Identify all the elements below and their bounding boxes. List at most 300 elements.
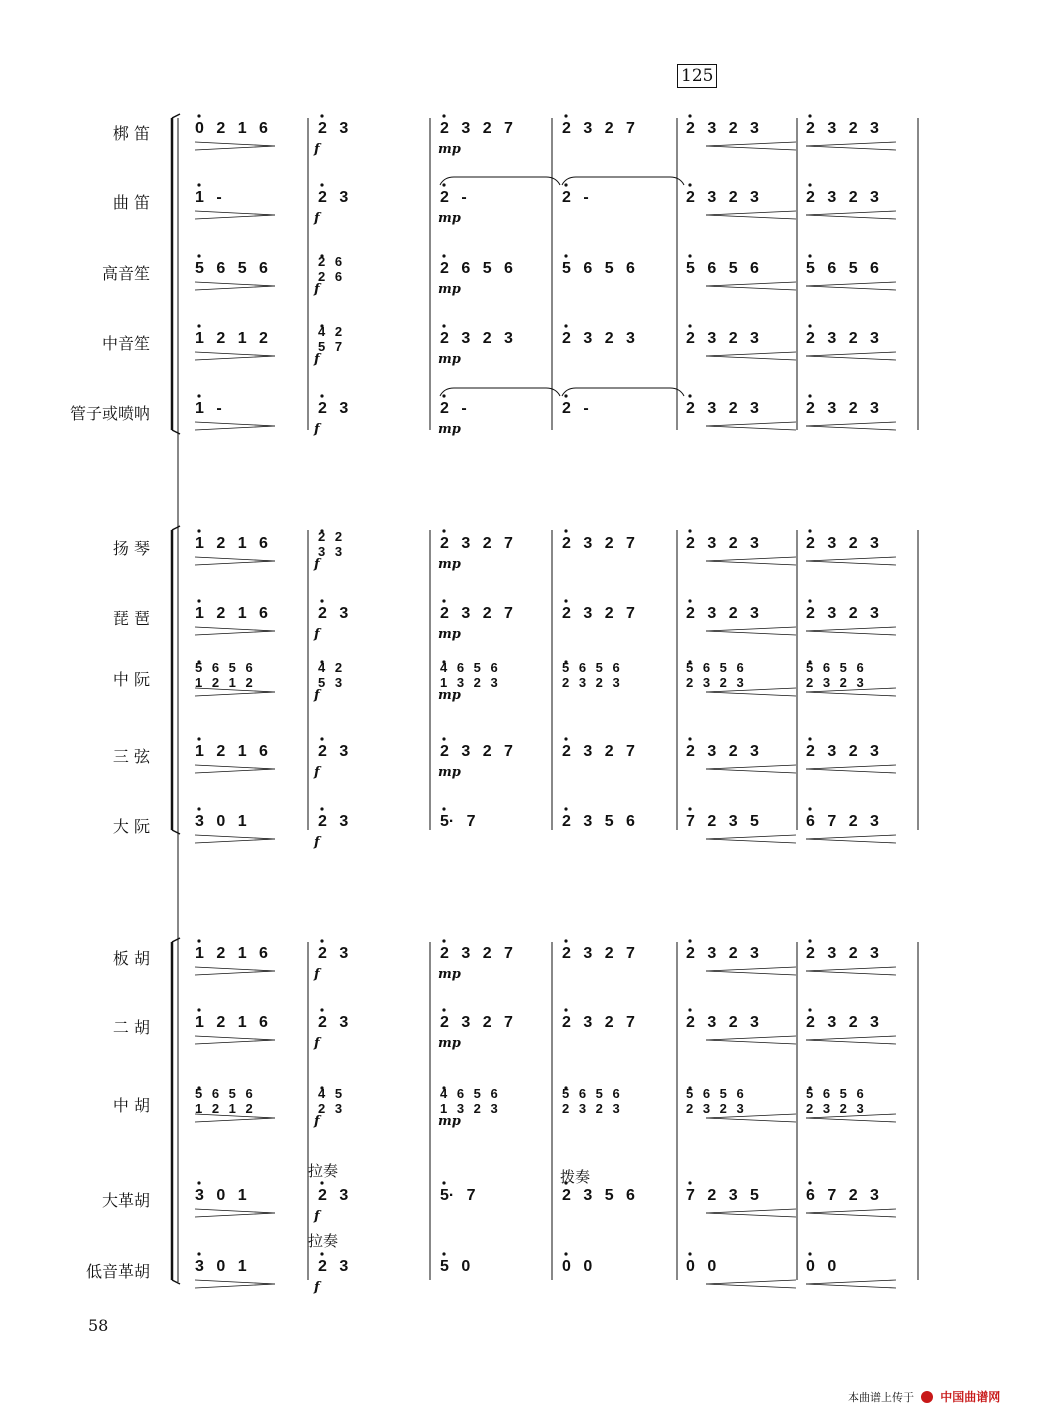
- measure-notes: 1 2 1 6: [195, 605, 268, 622]
- dim-hairpin: [195, 692, 275, 696]
- measure-notes-stacked: 4 6 5 6 1 3 2 3: [440, 660, 498, 690]
- measure-notes-stacked: 2 6 2 6: [318, 254, 343, 284]
- octave-dot: [688, 183, 691, 186]
- octave-dot: [320, 1252, 323, 1255]
- dim-hairpin: [195, 286, 275, 290]
- octave-dot: [688, 324, 691, 327]
- octave-dot: [564, 324, 567, 327]
- octave-dot: [320, 807, 323, 810]
- dim-hairpin: [195, 1213, 275, 1217]
- dynamic-f: f: [314, 557, 320, 572]
- octave-dot: [564, 939, 567, 942]
- dim-hairpin: [195, 356, 275, 360]
- measure-notes: 2 3 2 7: [562, 743, 635, 760]
- tie: [440, 177, 560, 185]
- measure-notes-stacked: 5 6 5 6 2 3 2 3: [806, 660, 864, 690]
- measure-notes-stacked: 5 6 5 6 2 3 2 3: [562, 1086, 620, 1116]
- octave-dot: [688, 1252, 691, 1255]
- octave-dot: [688, 394, 691, 397]
- dim-hairpin: [195, 426, 275, 430]
- octave-dot: [197, 807, 200, 810]
- octave-dot: [808, 737, 811, 740]
- measure-notes: 2 3 2 3: [686, 330, 759, 347]
- octave-dot: [564, 183, 567, 186]
- instrument-label: 中音笙: [101, 334, 150, 353]
- octave-dot: [808, 254, 811, 257]
- cresc-hairpin: [806, 142, 896, 146]
- cresc-hairpin: [706, 286, 796, 290]
- dynamic-f: f: [314, 422, 320, 437]
- octave-dot: [564, 1008, 567, 1011]
- cresc-hairpin: [806, 692, 896, 696]
- cresc-hairpin: [706, 561, 796, 565]
- measure-notes: 1 2 1 6: [195, 1014, 268, 1031]
- octave-dot: [442, 324, 445, 327]
- measure-notes: 0 0: [806, 1258, 837, 1275]
- dim-hairpin: [195, 627, 275, 631]
- octave-dot: [688, 1008, 691, 1011]
- dynamic-mp: mp: [438, 282, 461, 297]
- measure-notes: 2 3 2 3: [806, 1014, 879, 1031]
- octave-dot: [320, 939, 323, 942]
- tie: [440, 388, 560, 396]
- octave-dot: [320, 1181, 323, 1184]
- measure-notes: 2 3 2 3: [806, 400, 879, 417]
- dynamic-f: f: [314, 1280, 320, 1295]
- instrument-label: 管子或喷呐: [69, 404, 150, 423]
- octave-dot: [320, 737, 323, 740]
- measure-notes: 2 3 2 3: [562, 330, 635, 347]
- octave-dot: [197, 1252, 200, 1255]
- cresc-hairpin: [806, 971, 896, 975]
- measure-notes-stacked: 4 2 5 7: [318, 324, 343, 354]
- measure-notes: 1 2 1 6: [195, 535, 268, 552]
- dynamic-f: f: [314, 1209, 320, 1224]
- octave-dot: [197, 939, 200, 942]
- octave-dot: [688, 529, 691, 532]
- measure-notes: 2 3 2 7: [562, 535, 635, 552]
- measure-notes-stacked: 4 6 5 6 1 3 2 3: [440, 1086, 498, 1116]
- measure-notes: 2 3: [318, 945, 349, 962]
- measure-notes: 2 6 5 6: [440, 260, 513, 277]
- instrument-label: 扬 琴: [112, 539, 150, 558]
- measure-notes: 6 7 2 3: [806, 813, 879, 830]
- dim-hairpin: [195, 352, 275, 356]
- measure-notes: 2 3: [318, 189, 349, 206]
- dim-hairpin: [195, 1040, 275, 1044]
- cresc-hairpin: [706, 422, 796, 426]
- dim-hairpin: [195, 215, 275, 219]
- instrument-label: 曲 笛: [112, 193, 150, 212]
- octave-dot: [197, 114, 200, 117]
- measure-notes-stacked: 5 6 5 6 2 3 2 3: [806, 1086, 864, 1116]
- octave-dot: [442, 1252, 445, 1255]
- measure-notes: 2 3 5 6: [562, 813, 635, 830]
- cresc-hairpin: [806, 631, 896, 635]
- octave-dot: [442, 599, 445, 602]
- dim-hairpin: [195, 835, 275, 839]
- measure-notes: 0 0: [686, 1258, 717, 1275]
- octave-dot: [688, 1181, 691, 1184]
- dim-hairpin: [195, 557, 275, 561]
- measure-notes-stacked: 5 6 5 6 2 3 2 3: [686, 1086, 744, 1116]
- technique-arco: 拉奏: [308, 1162, 339, 1180]
- instrument-label: 梆 笛: [112, 124, 150, 143]
- octave-dot: [197, 529, 200, 532]
- octave-dot: [688, 254, 691, 257]
- cresc-hairpin: [706, 627, 796, 631]
- measure-notes: 2 3 2 3: [686, 120, 759, 137]
- octave-dot: [320, 1008, 323, 1011]
- octave-dot: [442, 183, 445, 186]
- measure-notes: 2 3 2 3: [686, 605, 759, 622]
- dynamic-mp: mp: [438, 557, 461, 572]
- instrument-label: 琵 琶: [112, 609, 150, 628]
- measure-notes: 2 3 2 7: [440, 605, 513, 622]
- section-bracket-cap: [172, 1280, 180, 1284]
- section-bracket-cap: [172, 114, 180, 118]
- cresc-hairpin: [706, 1209, 796, 1213]
- instrument-label: 三 弦: [112, 747, 150, 766]
- measure-notes: 1 2 1 2: [195, 330, 268, 347]
- cresc-hairpin: [706, 146, 796, 150]
- measure-notes: 2 -: [562, 400, 589, 417]
- measure-notes: 2 3 2 7: [562, 605, 635, 622]
- octave-dot: [808, 114, 811, 117]
- octave-dot: [564, 254, 567, 257]
- octave-dot: [808, 324, 811, 327]
- measure-notes: 5 0: [440, 1258, 471, 1275]
- measure-notes: 2 3 2 7: [440, 945, 513, 962]
- octave-dot: [564, 114, 567, 117]
- cresc-hairpin: [706, 211, 796, 215]
- octave-dot: [808, 394, 811, 397]
- cresc-hairpin: [806, 422, 896, 426]
- octave-dot: [320, 183, 323, 186]
- instrument-label: 中 胡: [112, 1096, 150, 1115]
- dynamic-mp: mp: [438, 688, 461, 703]
- cresc-hairpin: [806, 967, 896, 971]
- octave-dot: [808, 807, 811, 810]
- instrument-label: 二 胡: [112, 1018, 150, 1037]
- cresc-hairpin: [706, 839, 796, 843]
- tie: [562, 388, 684, 396]
- cresc-hairpin: [806, 146, 896, 150]
- cresc-hairpin: [806, 215, 896, 219]
- octave-dot: [320, 599, 323, 602]
- octave-dot: [564, 1252, 567, 1255]
- cresc-hairpin: [706, 835, 796, 839]
- measure-notes: 5 6 5 6: [195, 260, 268, 277]
- dim-hairpin: [195, 1284, 275, 1288]
- cresc-hairpin: [706, 1280, 796, 1284]
- cresc-hairpin: [806, 1209, 896, 1213]
- cresc-hairpin: [806, 1118, 896, 1122]
- measure-notes: 2 3 2 7: [440, 120, 513, 137]
- instrument-label: 大 阮: [112, 817, 150, 836]
- dynamic-f: f: [314, 627, 320, 642]
- dim-hairpin: [195, 631, 275, 635]
- octave-dot: [564, 599, 567, 602]
- measure-notes: 3 0 1: [195, 1258, 247, 1275]
- measure-notes: 2 3 2 7: [562, 945, 635, 962]
- measure-notes-stacked: 4 2 5 3: [318, 660, 343, 690]
- cresc-hairpin: [806, 1213, 896, 1217]
- measure-notes: 2 3 2 7: [440, 1014, 513, 1031]
- measure-notes: 2 3 2 7: [562, 1014, 635, 1031]
- octave-dot: [197, 599, 200, 602]
- octave-dot: [442, 1008, 445, 1011]
- measure-notes: 2 3 2 3: [806, 605, 879, 622]
- technique-arco: 拉奏: [308, 1232, 339, 1250]
- dynamic-f: f: [314, 765, 320, 780]
- instrument-label: 高音笙: [101, 264, 150, 283]
- cresc-hairpin: [706, 142, 796, 146]
- octave-dot: [808, 599, 811, 602]
- octave-dot: [197, 1008, 200, 1011]
- dynamic-mp: mp: [438, 422, 461, 437]
- section-bracket-cap: [172, 938, 180, 942]
- octave-dot: [808, 529, 811, 532]
- cresc-hairpin: [706, 971, 796, 975]
- dynamic-mp: mp: [438, 967, 461, 982]
- dynamic-mp: mp: [438, 142, 461, 157]
- dynamic-mp: mp: [438, 1036, 461, 1051]
- octave-dot: [688, 807, 691, 810]
- octave-dot: [197, 254, 200, 257]
- dim-hairpin: [195, 146, 275, 150]
- section-bracket-cap: [172, 430, 180, 434]
- dim-hairpin: [195, 839, 275, 843]
- measure-notes: 2 3 2 3: [806, 743, 879, 760]
- measure-notes: 1 2 1 6: [195, 743, 268, 760]
- octave-dot: [442, 1181, 445, 1184]
- measure-notes: 7 2 3 5: [686, 813, 759, 830]
- octave-dot: [808, 1181, 811, 1184]
- cresc-hairpin: [806, 286, 896, 290]
- dim-hairpin: [195, 561, 275, 565]
- cresc-hairpin: [806, 1040, 896, 1044]
- cresc-hairpin: [706, 692, 796, 696]
- dynamic-f: f: [314, 142, 320, 157]
- measure-notes: 1 -: [195, 400, 222, 417]
- measure-notes-stacked: 5 6 5 6 1 2 1 2: [195, 1086, 253, 1116]
- cresc-hairpin: [806, 1036, 896, 1040]
- octave-dot: [564, 529, 567, 532]
- dim-hairpin: [195, 971, 275, 975]
- dynamic-mp: mp: [438, 765, 461, 780]
- measure-notes: 2 3 2 7: [440, 743, 513, 760]
- dynamic-f: f: [314, 282, 320, 297]
- dynamic-f: f: [314, 1114, 320, 1129]
- site-logo-icon: [921, 1391, 933, 1403]
- cresc-hairpin: [706, 1040, 796, 1044]
- octave-dot: [688, 939, 691, 942]
- cresc-hairpin: [706, 765, 796, 769]
- cresc-hairpin: [806, 426, 896, 430]
- cresc-hairpin: [706, 282, 796, 286]
- cresc-hairpin: [706, 769, 796, 773]
- cresc-hairpin: [806, 835, 896, 839]
- measure-notes: 2 3 2 3: [686, 945, 759, 962]
- octave-dot: [320, 114, 323, 117]
- cresc-hairpin: [806, 769, 896, 773]
- cresc-hairpin: [806, 211, 896, 215]
- measure-notes-stacked: 4 5 2 3: [318, 1086, 343, 1116]
- measure-notes: 2 3 2 3: [806, 945, 879, 962]
- cresc-hairpin: [706, 1213, 796, 1217]
- measure-notes: 2 3 2 3: [806, 189, 879, 206]
- measure-notes: 2 3: [318, 120, 349, 137]
- octave-dot: [197, 324, 200, 327]
- instrument-label: 中 阮: [112, 670, 150, 689]
- footer-text: 本曲谱上传于: [848, 1391, 914, 1404]
- octave-dot: [442, 114, 445, 117]
- measure-notes: 3 0 1: [195, 1187, 247, 1204]
- dynamic-f: f: [314, 835, 320, 850]
- tie: [562, 177, 684, 185]
- octave-dot: [442, 394, 445, 397]
- measure-notes: 2 3: [318, 813, 349, 830]
- octave-dot: [197, 737, 200, 740]
- octave-dot: [808, 1252, 811, 1255]
- measure-notes: 2 3: [318, 605, 349, 622]
- dynamic-mp: mp: [438, 1114, 461, 1129]
- octave-dot: [442, 939, 445, 942]
- measure-notes: 1 2 1 6: [195, 945, 268, 962]
- cresc-hairpin: [806, 282, 896, 286]
- measure-notes: 5· 7: [440, 1187, 476, 1204]
- cresc-hairpin: [706, 426, 796, 430]
- cresc-hairpin: [806, 839, 896, 843]
- cresc-hairpin: [706, 352, 796, 356]
- dynamic-f: f: [314, 1036, 320, 1051]
- cresc-hairpin: [806, 1280, 896, 1284]
- technique-pizz: 拨奏: [560, 1168, 591, 1186]
- measure-notes: 3 0 1: [195, 813, 247, 830]
- cresc-hairpin: [806, 557, 896, 561]
- measure-notes: 2 3: [318, 1258, 349, 1275]
- cresc-hairpin: [806, 352, 896, 356]
- octave-dot: [688, 737, 691, 740]
- rehearsal-mark: 125: [677, 64, 717, 88]
- measure-notes: 2 3 2 7: [562, 120, 635, 137]
- dynamic-f: f: [314, 967, 320, 982]
- dim-hairpin: [195, 769, 275, 773]
- dynamic-f: f: [314, 688, 320, 703]
- cresc-hairpin: [806, 356, 896, 360]
- octave-dot: [320, 394, 323, 397]
- footer-brand: 中国曲谱网: [940, 1390, 1001, 1404]
- cresc-hairpin: [706, 631, 796, 635]
- page-number: 58: [88, 1316, 109, 1335]
- dim-hairpin: [195, 765, 275, 769]
- dim-hairpin: [195, 967, 275, 971]
- measure-notes: 2 -: [562, 189, 589, 206]
- octave-dot: [442, 807, 445, 810]
- measure-notes: 2 3 2 3: [686, 743, 759, 760]
- instrument-label: 大革胡: [101, 1191, 150, 1210]
- measure-notes: 5 6 5 6: [562, 260, 635, 277]
- cresc-hairpin: [806, 627, 896, 631]
- octave-dot: [442, 529, 445, 532]
- measure-notes: 2 3 5 6: [562, 1187, 635, 1204]
- section-bracket-cap: [172, 830, 180, 834]
- measure-notes: 2 -: [440, 400, 467, 417]
- measure-notes: 2 3: [318, 400, 349, 417]
- cresc-hairpin: [806, 561, 896, 565]
- measure-notes: 2 3: [318, 743, 349, 760]
- dynamic-mp: mp: [438, 211, 461, 226]
- section-bracket-cap: [172, 526, 180, 530]
- octave-dot: [564, 737, 567, 740]
- octave-dot: [197, 394, 200, 397]
- dynamic-f: f: [314, 352, 320, 367]
- cresc-hairpin: [706, 1036, 796, 1040]
- measure-notes: 2 3: [318, 1187, 349, 1204]
- measure-notes: 2 -: [440, 189, 467, 206]
- dim-hairpin: [195, 1118, 275, 1122]
- measure-notes: 2 3 2 3: [686, 400, 759, 417]
- cresc-hairpin: [806, 765, 896, 769]
- dim-hairpin: [195, 282, 275, 286]
- measure-notes: 2 3 2 3: [686, 535, 759, 552]
- octave-dot: [688, 114, 691, 117]
- octave-dot: [564, 807, 567, 810]
- measure-notes: 2 3: [318, 1014, 349, 1031]
- dim-hairpin: [195, 1209, 275, 1213]
- dynamic-mp: mp: [438, 352, 461, 367]
- measure-notes: 2 3 2 3: [686, 189, 759, 206]
- measure-notes: 2 3 2 3: [806, 120, 879, 137]
- measure-notes-stacked: 5 6 5 6 2 3 2 3: [686, 660, 744, 690]
- instrument-label: 低音革胡: [85, 1262, 150, 1281]
- measure-notes-stacked: 5 6 5 6 2 3 2 3: [562, 660, 620, 690]
- cresc-hairpin: [706, 1284, 796, 1288]
- octave-dot: [808, 183, 811, 186]
- footer: [848, 1386, 1000, 1405]
- dim-hairpin: [195, 1280, 275, 1284]
- cresc-hairpin: [706, 356, 796, 360]
- octave-dot: [564, 394, 567, 397]
- dim-hairpin: [195, 211, 275, 215]
- instrument-label: 板 胡: [112, 949, 150, 968]
- octave-dot: [197, 183, 200, 186]
- measure-notes: 0 2 1 6: [195, 120, 268, 137]
- dynamic-mp: mp: [438, 627, 461, 642]
- measure-notes: 2 3 2 3: [440, 330, 513, 347]
- octave-dot: [808, 1008, 811, 1011]
- measure-notes: 0 0: [562, 1258, 593, 1275]
- measure-notes: 2 3 2 7: [440, 535, 513, 552]
- measure-notes: 7 2 3 5: [686, 1187, 759, 1204]
- measure-notes-stacked: 2 2 3 3: [318, 529, 343, 559]
- measure-notes: 2 3 2 3: [686, 1014, 759, 1031]
- cresc-hairpin: [706, 557, 796, 561]
- dim-hairpin: [195, 422, 275, 426]
- cresc-hairpin: [706, 1118, 796, 1122]
- measure-notes-stacked: 5 6 5 6 1 2 1 2: [195, 660, 253, 690]
- measure-notes: 5 6 5 6: [806, 260, 879, 277]
- measure-notes: 5 6 5 6: [686, 260, 759, 277]
- octave-dot: [442, 254, 445, 257]
- cresc-hairpin: [806, 1284, 896, 1288]
- octave-dot: [688, 599, 691, 602]
- cresc-hairpin: [706, 215, 796, 219]
- measure-notes: 2 3 2 3: [806, 330, 879, 347]
- octave-dot: [442, 737, 445, 740]
- dynamic-f: f: [314, 211, 320, 226]
